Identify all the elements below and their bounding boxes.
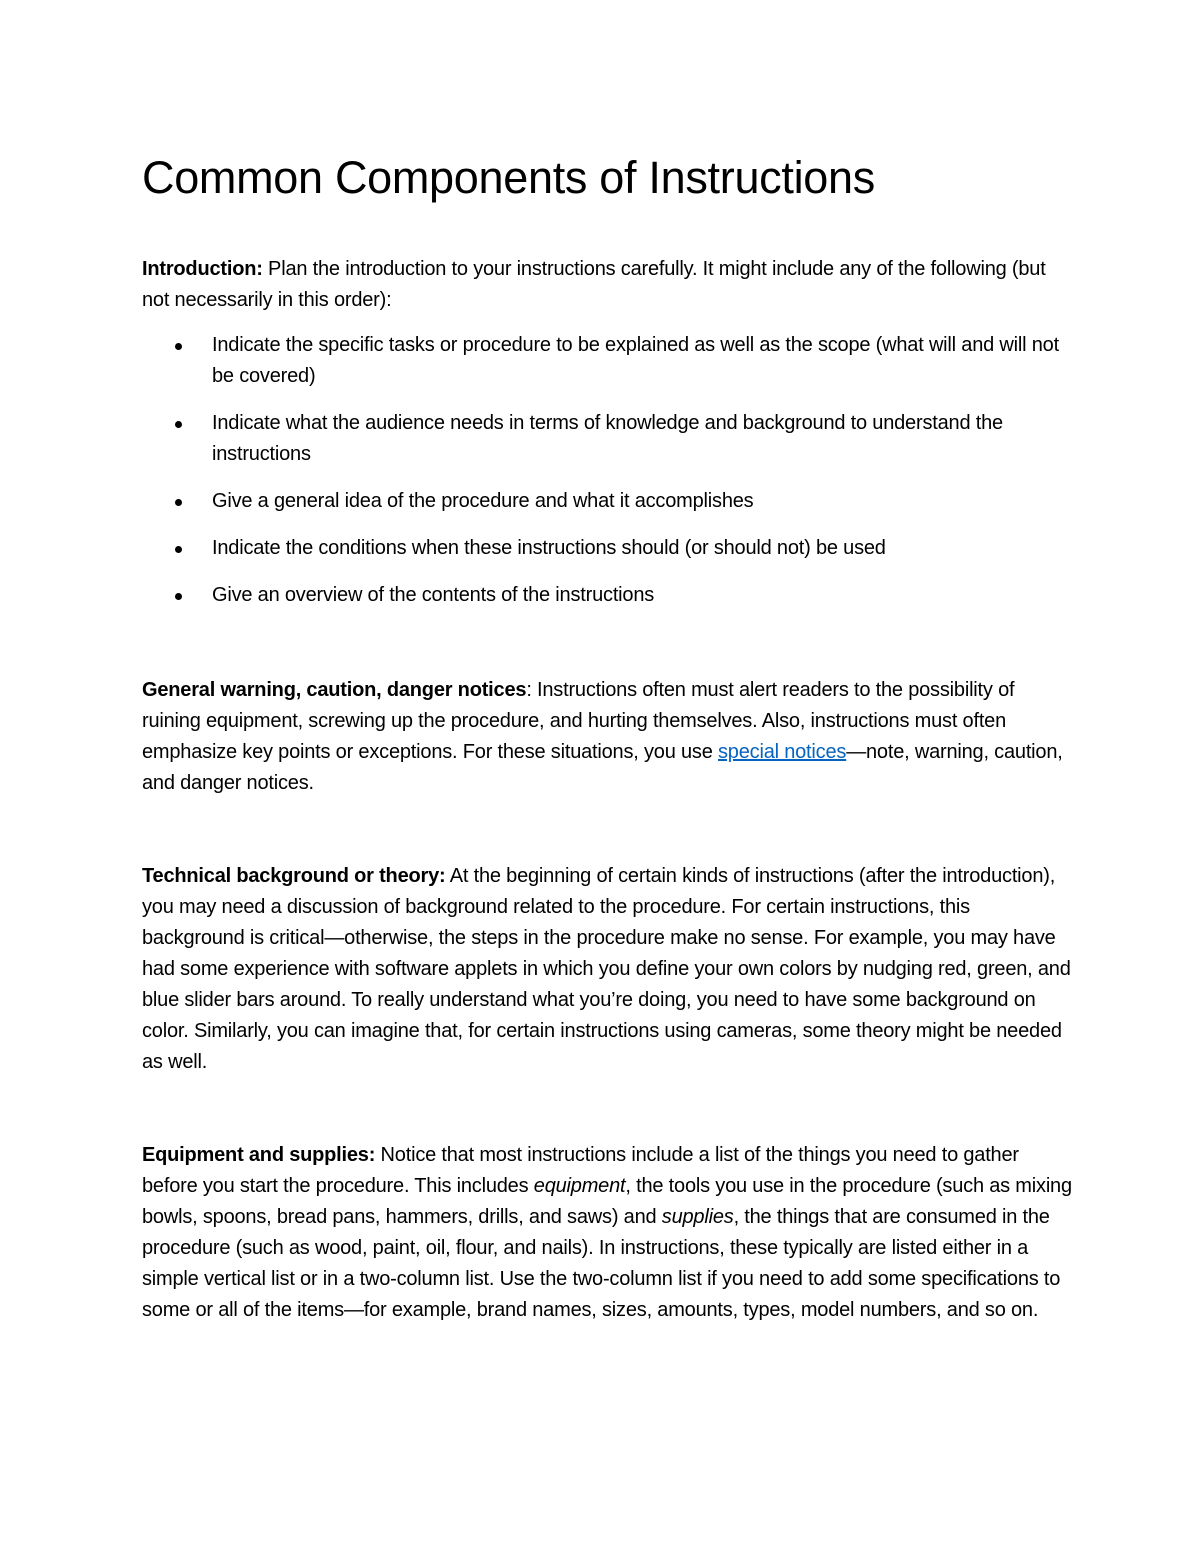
warnings-paragraph [142,675,1072,799]
list-item-text: Indicate the specific tasks or procedure to be explained as well as the scope (what will and will not be covered) [212,334,1059,387]
list-item-text: Indicate the conditions when these instructions should (or should not) be used [212,537,886,559]
technical-heading: Technical background or theory: [142,865,446,887]
list-item-text: Give a general idea of the procedure and what it accomplishes [212,490,754,512]
list-item [142,330,1072,392]
list-item [142,533,1072,564]
warnings-text-end: —note, warning, caution, and danger notices. [142,741,1063,794]
warnings-section [142,675,1072,799]
technical-text: At the beginning of certain kinds of instructions (after the introduction), you may need a discussion of background related to the procedure. For certain instructions, this background is critical—otherwise, the steps in the procedure make no sense. For example, you may have had some experience with software applets in which you define your own colors by nudging red, green, and blue slider bars around. To really understand what you’re doing, you need to have some background on color. Similarly, you can imagine that, for certain instructions using cameras, some theory might be needed as well. [142,865,1071,1073]
equipment-text-3: , the things that are consumed in the procedure (such as wood, paint, oil, flour, and nails). In instructions, these typically are listed either in a simple vertical list or in a two-column list. Use the two-column list if you need to add some specifications to some or all of the items—for example, brand names, sizes, amounts, types, model numbers, and so on. [142,1206,1061,1321]
equipment-text-1: Notice that most instructions include a list of the things you need to gather before you start the procedure. This includes [142,1144,1019,1197]
introduction-heading: Introduction: [142,258,263,280]
equipment-section [142,1140,1072,1326]
page-title: Common Components of Instructions [142,152,875,203]
technical-paragraph [142,861,1072,1078]
bullet-icon [175,499,182,506]
bullet-icon [175,546,182,553]
special-notices-link[interactable]: special notices [718,741,847,763]
bullet-icon [175,593,182,600]
equipment-paragraph [142,1140,1072,1326]
introduction-text: Plan the introduction to your instructions carefully. It might include any of the following (but not necessarily in this order): [142,258,1046,311]
warnings-text: : Instructions often must alert readers to the possibility of ruining equipment, screwing up the procedure, and hurting themselves. Also, instructions must often emphasize key points or exceptions. For these situations, you use [142,679,1015,763]
bullet-icon [175,421,182,428]
list-item [142,580,1072,611]
warnings-heading: General warning, caution, danger notices [142,679,527,701]
introduction-paragraph [142,254,1072,316]
equipment-text-2: , the tools you use in the procedure (such as mixing bowls, spoons, bread pans, hammers, drills, and saws) and [142,1175,1072,1228]
bullet-icon [175,343,182,350]
equipment-heading: Equipment and supplies: [142,1144,376,1166]
supplies-term: supplies [661,1206,734,1228]
document-body [142,150,1072,1326]
introduction-bullet-list [142,330,1072,611]
equipment-term: equipment [533,1175,626,1197]
list-item [142,486,1072,517]
list-item-text: Indicate what the audience needs in terms of knowledge and background to understand the instructions [212,412,1003,465]
introduction-section [142,254,1072,611]
list-item [142,408,1072,470]
technical-section [142,861,1072,1078]
list-item-text: Give an overview of the contents of the instructions [212,584,655,606]
